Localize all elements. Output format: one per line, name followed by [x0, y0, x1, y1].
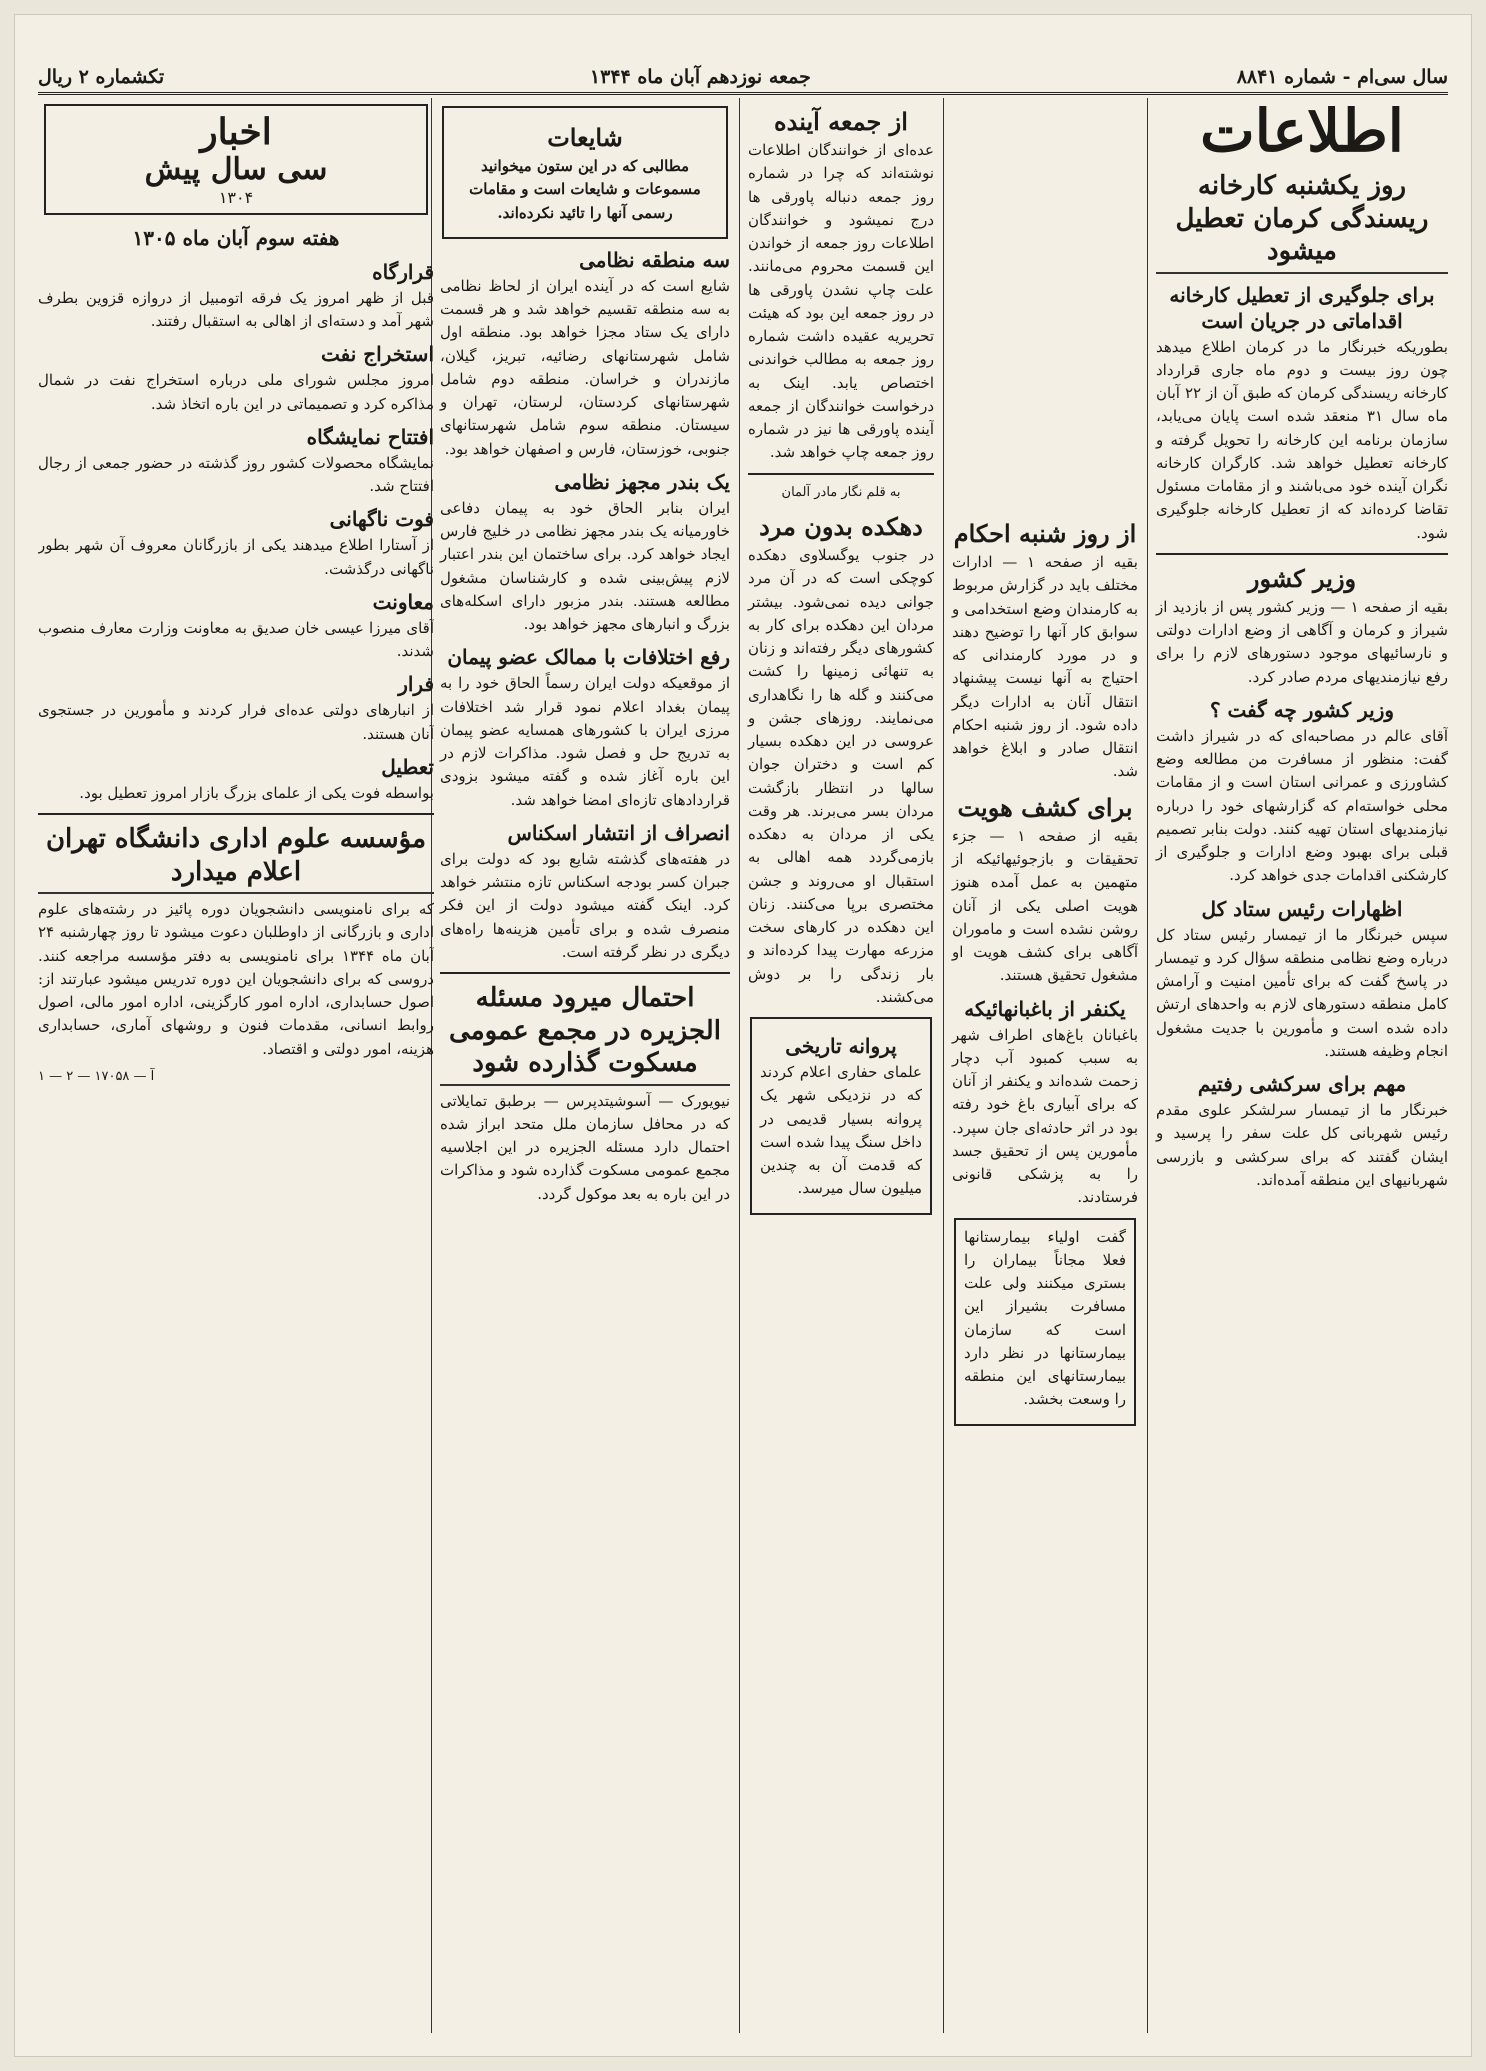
- rumors-title: شایعات: [547, 123, 623, 152]
- header-bar: [38, 62, 1448, 95]
- history-item-text: قبل از ظهر امروز یک فرقه اتومبیل از دروازه قزوین بطرف شهر آمد و دسته‌ای از اهالی به استقبال رفتند.: [38, 288, 434, 331]
- issue-number: سال سی‌ام - شماره ۸۸۴۱: [1236, 66, 1448, 88]
- section-text-identity: بقیه از صفحه ۱ — جزء تحقیقات و بازجوئیهائیکه از متهمین به عمل آمده هنوز هویت اصلی یکی از آنان روشن نشده است و ماموران آگاهی برای کشف هویت او مشغول تحقیق هستند.: [952, 826, 1138, 985]
- article-university: که برای نامنویسی دانشجویان دوره پائیز در رشته‌های علوم اداری و بازرگانی از داوطلبان دعوت میشود تا روز چهارشنبه ۲۴ آبان ماه ۱۳۴۴ برای نامنویسی به دفتر مؤسسه مراجعه کنند. دروسی که برای دانشجویان این دوره تدریس میشود عبارتند از: اصول حسابداری، اداره امور کارگزینی، اداره امور مالی، اصول روابط انسانی، مقدمات فنون و روشهای آماری، حسابداری هزینه، امور دولتی و اقتصاد.: [38, 900, 434, 1058]
- rumor-title-2: یک بندر مجهز نظامی: [554, 469, 730, 494]
- ad-code: آ — ۱۷۰۵۸ — ۲ — ۱: [38, 1068, 155, 1084]
- history-item-text: امروز مجلس شورای ملی درباره استخراج نفت در شمال مذاکره کرد و تصمیماتی در این باره اتخاذ شد.: [38, 371, 434, 413]
- thirty-years-sub: سی سال پیش: [144, 152, 328, 188]
- section-title-identity: برای کشف هویت: [957, 792, 1133, 822]
- section-title-village: دهکده بدون مرد: [759, 511, 923, 541]
- history-items: [38, 259, 434, 805]
- history-item-title: قرارگاه: [372, 259, 434, 284]
- section-text-orders: بقیه از صفحه ۱ — ادارات مختلف باید در گزارش مربوط به کارمندان وضع استخدامی و سوابق کار آنها را توضیح دهند و در مورد کارمندانی که احتیاج به آنها نیست پیشنهاد انتقال آنان به ادارات دیگر داده شود. از روز شنبه احکام انتقال صادر و ابلاغ خواهد شد.: [952, 553, 1138, 781]
- history-item-text: آقای میرزا عیسی خان صدیق به معاونت وزارت معارف منصوب شدند.: [38, 618, 434, 661]
- section-title-next-friday: از جمعه آینده: [774, 107, 908, 136]
- issue-price: تکشماره ۲ ریال: [38, 66, 165, 88]
- rumor-text-4: در هفته‌های گذشته شایع بود که دولت برای جبران کسر بودجه اسکناس تازه منتشر خواهد کرد. اینک گفته میشود دولت از این فکر منصرف شده و برای تأمین هزینه‌ها راه‌های دیگری در نظر گرفته است.: [440, 849, 730, 961]
- divider: [1156, 553, 1448, 555]
- section-text-village: در جنوب یوگسلاوی دهکده کوچکی است که در آن مرد جوانی دیده نمی‌شود. بیشتر مردان این دهکده برای کار به کشورهای دیگر رفته‌اند و زنان به تنهائی زمینها را کشت می‌کنند و گله ها را نگاهداری می‌نمایند. روزهای جشن و عروسی در این دهکده بسیار کم است و دختران جوان سالها در انتظار بازگشت مردان بسر می‌برند. هر وقت یکی از مردان به دهکده بازمی‌گردد همه اهالی به استقبال او می‌روند و جشن مختصری برپا می‌کنند. زنان این دهکده در کارهای سخت مزرعه مهارت پیدا کرده‌اند و بار زندگی را بر دوش می‌کشند.: [748, 546, 934, 1006]
- section-title-butterfly: پروانه تاریخی: [785, 1034, 897, 1059]
- section-text-next-friday: عده‌ای از خوانندگان اطلاعات نوشته‌اند که چرا در شماره روز جمعه دنباله پاورقی ها درج نمیشود و خوانندگان اطلاعات روز جمعه از خواندن این قسمت محروم می‌مانند. علت چاپ نشدن پاورقی ها در روز جمعه این بود که هیئت تحریریه عقیده داشت شماره روز جمعه به مطالب خواندنی اختصاص یابد. اینک به درخواست خوانندگان از جمعه آینده پاورقی ها نیز در شماره روز جمعه چاپ خواهد شد.: [748, 141, 934, 462]
- headline-university: مؤسسه علوم اداری دانشگاه تهران اعلام میدارد: [38, 823, 434, 894]
- rumor-text-2: ایران بنابر الحاق خود به پیمان دفاعی خاورمیانه یک بندر مجهز نظامی در خلیج فارس ایجاد خواهد کرد. برای ساختمان این بندر اعتبار لازم پیش‌بینی شده و کارشناسان مشغول مطالعه هستند. بندر مزبور دارای اسکله‌های بزرگ و انبارهای مجهز خواهد بود.: [440, 498, 730, 634]
- newspaper-page: [14, 14, 1472, 2057]
- divider: [38, 813, 434, 815]
- section-title-minister-said: وزیر کشور چه گفت ؟: [1209, 697, 1395, 722]
- history-item-text: از آستارا اطلاع میدهند یکی از بازرگانان معروف آن شهر بطور ناگهانی درگذشت.: [38, 536, 434, 578]
- section-text-chief-of-staff: سپس خبرنگار ما از تیمسار رئیس ستاد کل درباره وضع نظامی منطقه سؤال کرد و تیمسار در پاسخ گفت که برای تأمین امنیت و آرامش کامل منطقه دستورهای لازم به واحدهای ارتش داده شده است و مأمورین با جدیت مشغول انجام وظیفه هستند.: [1156, 925, 1448, 1060]
- week-heading: هفته سوم آبان ماه ۱۳۰۵: [132, 225, 340, 250]
- section-text-gardener: باغبانان باغ‌های اطراف شهر به سبب کمبود آب دچار زحمت شده‌اند و یکنفر از آنان که برای آبیاری باغ خود رفته بود در اثر حادثه‌ای جان سپرد. مأمورین پس از تحقیق جسد را به پزشکی قانونی فرستادند.: [952, 1025, 1138, 1207]
- byline: به قلم نگار مادر آلمان: [781, 484, 901, 500]
- rumor-text-1: شایع است که در آینده ایران از لحاظ نظامی به سه منطقه تقسیم خواهد شد و هر قسمت دارای یک ستاد مجزا خواهد بود. منطقه اول شامل شهرستانهای رضائیه، تبریز، گیلان، مازندران و خراسان. منطقه دوم شامل شهرستانهای کردستان، لرستان، تهران و سیستان. منطقه سوم شامل شهرستانهای جنوبی، خوزستان، فارس و اصفهان خواهد بود.: [440, 276, 730, 458]
- section-title-chief-of-staff: اظهارات رئیس ستاد کل: [1201, 896, 1403, 921]
- article-algeria: نیویورک — آسوشیتدپرس — برطبق تمایلاتی که در محافل سازمان ملل متحد ابراز شده احتمال دارد مسئله الجزیره در این اجلاسیه مجمع عمومی مسکوت گذارده شود و مذاکرات در این باره به بعد موکول گردد.: [440, 1091, 730, 1203]
- thirty-years-ago-box: [44, 104, 428, 215]
- rumors-intro: مطالبی که در این ستون میخوانید مسموعات و شایعات است و مقامات رسمی آنها را تائید نکرده‌اند.: [469, 157, 701, 222]
- section-title-gardener: یکنفر از باغبانهائیکه: [964, 996, 1126, 1021]
- section-title-orders: از روز شنبه احکام: [953, 519, 1137, 548]
- section-title-inspection: مهم برای سرکشی رفتیم: [1197, 1072, 1407, 1097]
- headline-algeria: احتمال میرود مسئله الجزیره در مجمع عمومی مسکوت گذارده شود: [440, 982, 730, 1086]
- divider: [748, 473, 934, 475]
- butterfly-box: [750, 1017, 932, 1215]
- column-2: [943, 98, 1138, 2033]
- section-text-butterfly: علمای حفاری اعلام کردند که در نزدیکی شهر یک پروانه بسیار قدیمی در داخل سنگ پیدا شده است که قدمت آن به چندین میلیون سال میرسد.: [760, 1063, 922, 1198]
- rumors-box: [442, 106, 728, 239]
- thirty-years-year: ۱۳۰۴: [218, 187, 254, 207]
- rumor-text-3: از موقعیکه دولت ایران رسماً الحاق خود را به پیمان بغداد اعلام نمود قرار شد اختلافات مرزی ایران با کشورهای همسایه عضو پیمان به تدریج حل و فصل شود. مذاکرات لازم در این باره آغاز شده و گفته میشود بزودی قراردادهای تازه‌ای امضا خواهد شد.: [440, 674, 730, 809]
- thirty-years-title: اخبار: [200, 111, 272, 153]
- subhead-kerman: برای جلوگیری از تعطیل کارخانه اقداماتی در جریان است: [1169, 282, 1435, 333]
- history-item-title: استخراج نفت: [320, 342, 434, 367]
- history-item-title: فوت ناگهانی: [329, 507, 434, 532]
- divider: [440, 972, 730, 974]
- masthead-logo: اطلاعات: [1200, 98, 1404, 165]
- headline-kerman-factory: روز یکشنبه کارخانه ریسندگی کرمان تعطیل میشود: [1156, 170, 1448, 274]
- section-text-interior-minister: بقیه از صفحه ۱ — وزیر کشور پس از بازدید از شیراز و کرمان و آگاهی از وضع ادارات دولتی و نارسائیهای موجود دستورهای لازم را برای رفع نیازمندیهای مردم صادر کرد.: [1156, 597, 1448, 686]
- rumor-title-4: انصراف از انتشار اسکناس: [507, 820, 730, 845]
- history-item-title: تعطیل: [381, 754, 434, 779]
- section-text-inspection: خبرنگار ما از تیمسار سرلشکر علوی مقدم رئیس شهربانی کل علت سفر را پرسید و ایشان گفتند که برای سرکشی و بازرسی شهربانیهای این منطقه آمده‌اند.: [1156, 1101, 1448, 1189]
- column-1: [1147, 98, 1448, 2033]
- hospital-box: [954, 1218, 1136, 1426]
- history-item-text: بواسطه فوت یکی از علمای بزرگ بازار امروز تعطیل بود.: [79, 783, 434, 802]
- issue-date: جمعه نوزدهم آبان ماه ۱۳۴۴: [589, 66, 811, 88]
- column-3: [739, 98, 934, 2033]
- section-text-minister-said: آقای عالم در مصاحبه‌ای که در شیراز داشت گفت: منظور از مسافرت من مطالعه وضع کشاورزی و عمرانی استان است و از مقامات محلی خواسته‌ام که گزارشهای خود را درباره نیازمندیهای استان تهیه کنند. دولت بنابر تصمیم قبلی برای بهبود وضع ادارات و جلوگیری از کارشکنی اقدامات جدی خواهد کرد.: [1156, 726, 1448, 885]
- rumor-title-3: رفع اختلافات با ممالک عضو پیمان: [447, 645, 730, 670]
- history-item-title: معاونت: [372, 589, 434, 614]
- column-4: [431, 98, 730, 2033]
- history-item-title: فرار: [398, 672, 434, 697]
- column-5: [38, 98, 434, 2033]
- section-title-interior-minister: وزیر کشور: [1247, 563, 1357, 593]
- article-kerman: بطوریکه خبرنگار ما در کرمان اطلاع میدهد چون روز بیست و دوم ماه جاری قرارداد کارخانه ریسندگی کرمان که طبق آن از ۲۲ آبان ماه سال ۳۱ منعقد شده است پایان می‌یابد، سازمان برنامه این کارخانه را تحویل گرفته و کارخانه تعطیل خواهد شد. کارگران کارخانه نگران آینده خود می‌باشند و از مقامات مسئول تقاضا کرده‌اند که از تعطیل کارخانه جلوگیری شود.: [1156, 337, 1448, 542]
- hospital-text: گفت اولیاء بیمارستانها فعلا مجاناً بیماران را بستری میکنند ولی علت مسافرت بشیراز این است که سازمان بیمارستانها در نظر دارد بیمارستانهای این منطقه را وسعت بخشد.: [964, 1227, 1126, 1409]
- history-item-text: از انبارهای دولتی عده‌ای فرار کردند و مأمورین در جستجوی آنان هستند.: [38, 701, 434, 743]
- history-item-title: افتتاح نمایشگاه: [306, 424, 434, 449]
- rumor-title-1: سه منطقه نظامی: [579, 247, 730, 272]
- history-item-text: نمایشگاه محصولات کشور روز گذشته در حضور جمعی از رجال افتتاح شد.: [38, 453, 434, 496]
